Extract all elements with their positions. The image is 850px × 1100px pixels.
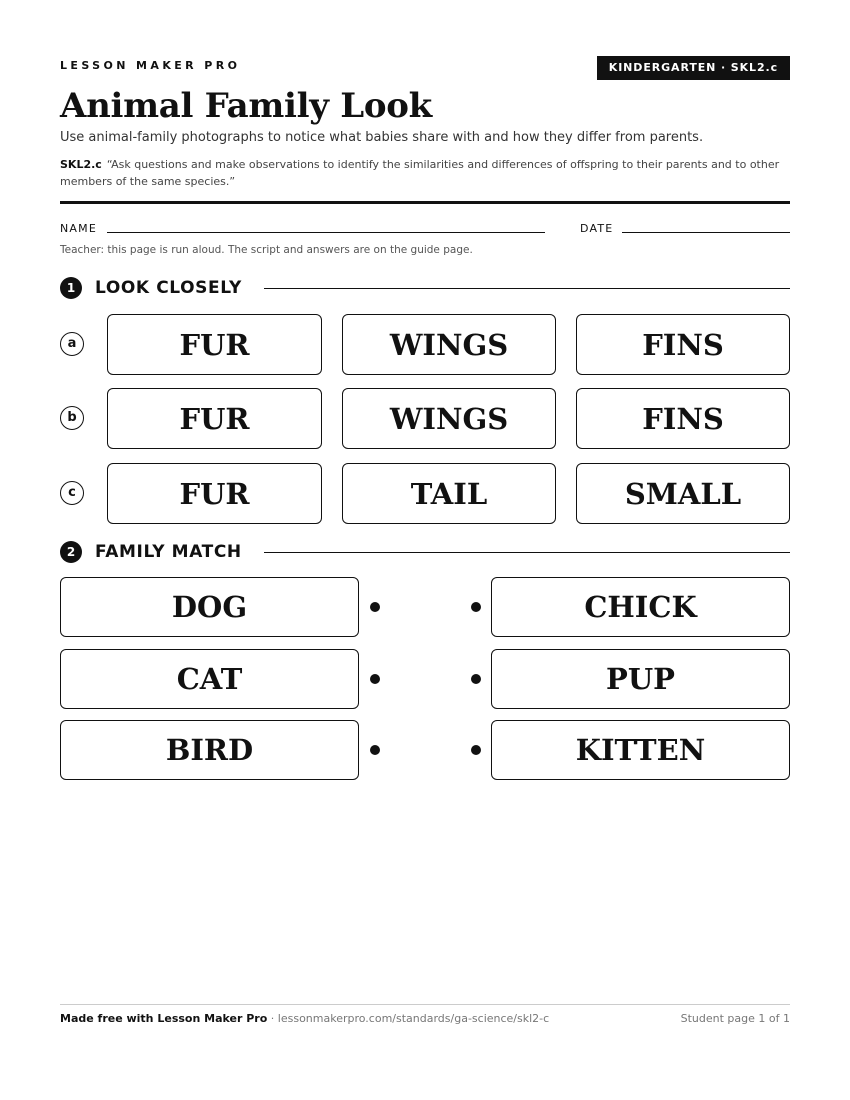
- date-label: DATE: [580, 222, 614, 235]
- footer-divider: [60, 1004, 790, 1005]
- choice-box-b-3[interactable]: FINS: [576, 388, 790, 449]
- match-dot-left-3[interactable]: [370, 745, 380, 755]
- choice-box-c-3[interactable]: SMALL: [576, 463, 790, 524]
- choice-box-b-2[interactable]: WINGS: [342, 388, 556, 449]
- match-baby-box-2[interactable]: PUP: [491, 649, 790, 709]
- header-divider: [60, 201, 790, 204]
- match-baby-box-1[interactable]: CHICK: [491, 577, 790, 637]
- match-dot-left-2[interactable]: [370, 674, 380, 684]
- section-title: FAMILY MATCH: [95, 542, 242, 562]
- section-title: LOOK CLOSELY: [95, 278, 242, 298]
- row-letter-c: c: [60, 481, 84, 505]
- choice-box-a-3[interactable]: FINS: [576, 314, 790, 375]
- match-dot-right-3[interactable]: [471, 745, 481, 755]
- worksheet-title: Animal Family Look: [60, 86, 432, 126]
- choice-box-b-1[interactable]: FUR: [107, 388, 322, 449]
- footer-url-link[interactable]: lessonmakerpro.com/standards/ga-science/skl2-c: [277, 1012, 550, 1025]
- worksheet-subtitle: Use animal-family photographs to notice what babies share with and how they differ from parents.: [60, 130, 704, 145]
- footer-page-number: Student page 1 of 1: [680, 1012, 790, 1025]
- section-rule: [264, 288, 790, 289]
- section-number-badge: 1: [60, 277, 82, 299]
- standard-description: [60, 156, 790, 190]
- name-line[interactable]: [107, 232, 545, 233]
- choice-box-a-1[interactable]: FUR: [107, 314, 322, 375]
- match-parent-box-2[interactable]: CAT: [60, 649, 359, 709]
- match-parent-box-1[interactable]: DOG: [60, 577, 359, 637]
- worksheet-page: [60, 0, 790, 1100]
- section-rule: [264, 552, 790, 553]
- top-bar: [60, 56, 790, 80]
- match-parent-box-3[interactable]: BIRD: [60, 720, 359, 780]
- choice-box-c-2[interactable]: TAIL: [342, 463, 556, 524]
- match-baby-box-3[interactable]: KITTEN: [491, 720, 790, 780]
- match-dot-right-2[interactable]: [471, 674, 481, 684]
- choice-box-c-1[interactable]: FUR: [107, 463, 322, 524]
- match-dot-left-1[interactable]: [370, 602, 380, 612]
- match-dot-right-1[interactable]: [471, 602, 481, 612]
- section-number-badge: 2: [60, 541, 82, 563]
- footer-separator: ·: [267, 1012, 278, 1025]
- teacher-note: Teacher: this page is run aloud. The script and answers are on the guide page.: [60, 244, 473, 256]
- name-label: NAME: [60, 222, 97, 235]
- brand-name: LESSON MAKER PRO: [60, 59, 241, 72]
- standard-code: SKL2.c: [60, 158, 102, 171]
- footer-made-with: Made free with Lesson Maker Pro: [60, 1012, 268, 1025]
- standard-text: “Ask questions and make observations to identify the similarities and differences of offspring to their parents and to other members of the same species.”: [60, 158, 780, 188]
- row-letter-b: b: [60, 406, 84, 430]
- grade-standard-badge: KINDERGARTEN · SKL2.c: [597, 56, 790, 80]
- section-look-closely-header: [60, 276, 790, 300]
- row-letter-a: a: [60, 332, 84, 356]
- footer-credit: [60, 1012, 549, 1025]
- section-family-match-header: [60, 540, 790, 564]
- choice-box-a-2[interactable]: WINGS: [342, 314, 556, 375]
- date-line[interactable]: [622, 232, 790, 233]
